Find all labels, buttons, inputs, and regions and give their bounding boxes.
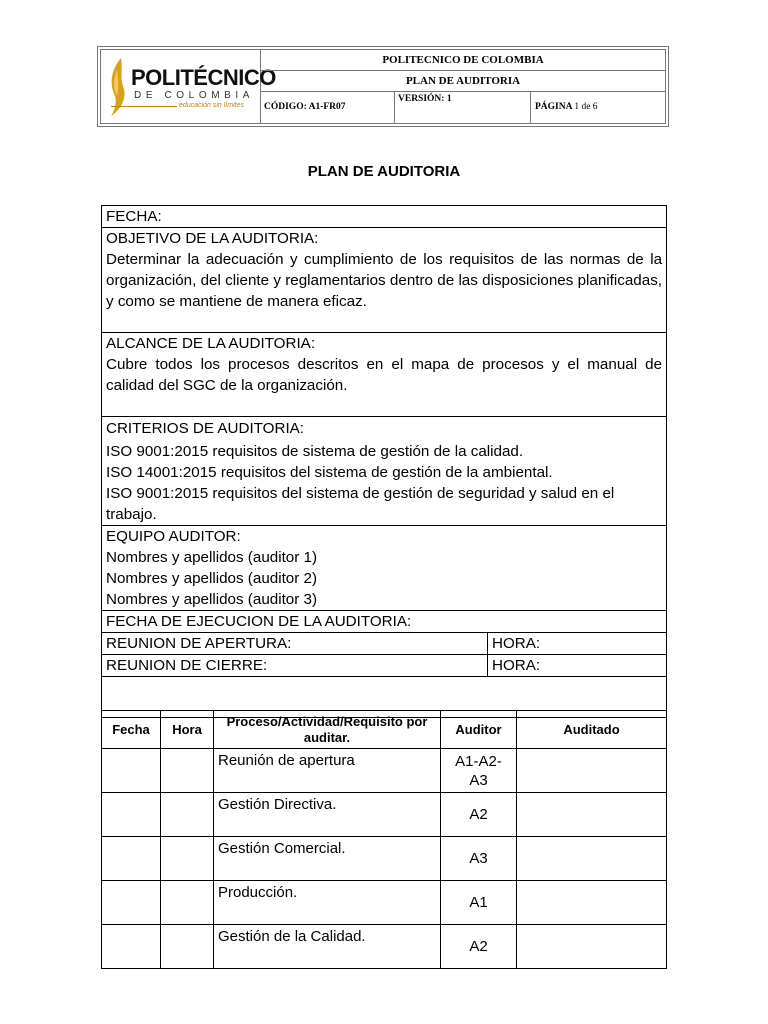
proceso-cell[interactable]: Gestión Directiva. (214, 793, 441, 837)
auditado-cell[interactable] (517, 925, 667, 969)
document-code: CÓDIGO: A1-FR07 (261, 92, 395, 123)
auditor-cell[interactable]: A1-A2-A3 (441, 749, 517, 793)
criterio-item[interactable]: ISO 9001:2015 requisitos del sistema de gestión de seguridad y salud en el trabajo. (106, 485, 615, 523)
document-header (97, 46, 669, 127)
page-title: PLAN DE AUDITORIA (307, 163, 461, 180)
table-row (102, 793, 667, 837)
auditor-cell[interactable]: A2 (441, 793, 517, 837)
flame-logo-icon (107, 56, 131, 118)
institution-logo (101, 50, 276, 123)
hora-cell[interactable] (161, 793, 214, 837)
logo-tagline: educación sin límites (179, 102, 244, 109)
reunion-cierre-field[interactable]: REUNION DE CIERRE: (102, 655, 488, 677)
criterios-section (102, 417, 667, 526)
auditor-name[interactable]: Nombres y apellidos (auditor 2) (106, 570, 318, 587)
logo-name: POLITÉCNICO (131, 65, 276, 90)
fecha-cell[interactable] (102, 925, 161, 969)
ejecucion-field[interactable]: FECHA DE EJECUCION DE LA AUDITORIA: (102, 611, 667, 633)
fecha-cell[interactable] (102, 793, 161, 837)
column-header-hora: Hora (161, 711, 214, 749)
auditado-cell[interactable] (517, 881, 667, 925)
objetivo-section (102, 228, 667, 333)
auditor-name[interactable]: Nombres y apellidos (auditor 3) (106, 591, 318, 608)
hora-cierre-field[interactable]: HORA: (488, 655, 667, 677)
document-header-inner (100, 49, 666, 124)
document-name: PLAN DE AUDITORIA (261, 71, 665, 92)
fecha-cell[interactable] (102, 749, 161, 793)
objetivo-text[interactable]: Determinar la adecuación y cumplimiento de los requisitos de las normas de la organización, del cliente y reglamentarios dentro de las disposiciones planificadas, y como se mantiene de manera eficaz. (106, 251, 663, 310)
auditado-cell[interactable] (517, 749, 667, 793)
auditor-cell[interactable]: A1 (441, 881, 517, 925)
logo-subtitle: DE COLOMBIA (134, 90, 255, 101)
column-header-auditor: Auditor (441, 711, 517, 749)
hora-cell[interactable] (161, 749, 214, 793)
auditor-cell[interactable]: A2 (441, 925, 517, 969)
alcance-text[interactable]: Cubre todos los procesos descritos en el mapa de procesos y el manual de calidad del SGC de la organización. (106, 356, 663, 394)
institution-name: POLITECNICO DE COLOMBIA (261, 50, 665, 71)
document-page (531, 92, 665, 123)
reunion-apertura-field[interactable]: REUNION DE APERTURA: (102, 633, 488, 655)
alcance-section (102, 333, 667, 417)
criterios-label: CRITERIOS DE AUDITORIA: (106, 420, 305, 437)
auditor-name[interactable]: Nombres y apellidos (auditor 1) (106, 549, 318, 566)
table-row (102, 837, 667, 881)
hora-cell[interactable] (161, 925, 214, 969)
alcance-label: ALCANCE DE LA AUDITORIA: (106, 335, 316, 352)
proceso-cell[interactable]: Gestión Comercial. (214, 837, 441, 881)
equipo-label: EQUIPO AUDITOR: (106, 528, 241, 545)
auditor-cell[interactable]: A3 (441, 837, 517, 881)
criterio-item[interactable]: ISO 9001:2015 requisitos de sistema de gestión de la calidad. (106, 443, 524, 460)
criterio-item[interactable]: ISO 14001:2015 requisitos del sistema de gestión de la ambiental. (106, 464, 553, 481)
table-row (102, 749, 667, 793)
column-header-auditado: Auditado (517, 711, 667, 749)
schedule-header-row (102, 711, 667, 749)
hora-apertura-field[interactable]: HORA: (488, 633, 667, 655)
proceso-cell[interactable]: Producción. (214, 881, 441, 925)
hora-cell[interactable] (161, 881, 214, 925)
auditado-cell[interactable] (517, 793, 667, 837)
audit-schedule-table (101, 710, 667, 969)
page-value: 1 de 6 (574, 102, 598, 112)
column-header-fecha: Fecha (102, 711, 161, 749)
column-header-proceso: Proceso/Actividad/Requisito por auditar. (214, 711, 441, 749)
logo-divider (111, 106, 177, 107)
hora-cell[interactable] (161, 837, 214, 881)
table-row (102, 881, 667, 925)
proceso-cell[interactable]: Reunión de apertura (214, 749, 441, 793)
fecha-cell[interactable] (102, 881, 161, 925)
table-row (102, 925, 667, 969)
proceso-cell[interactable]: Gestión de la Calidad. (214, 925, 441, 969)
fecha-field[interactable]: FECHA: (102, 206, 667, 228)
auditado-cell[interactable] (517, 837, 667, 881)
document-meta-row (261, 92, 665, 123)
audit-plan-form (101, 205, 667, 718)
equipo-section (102, 526, 667, 611)
objetivo-label: OBJETIVO DE LA AUDITORIA: (106, 230, 319, 247)
document-version: VERSIÓN: 1 (395, 92, 531, 123)
page-label: PÁGINA (535, 102, 572, 112)
fecha-cell[interactable] (102, 837, 161, 881)
